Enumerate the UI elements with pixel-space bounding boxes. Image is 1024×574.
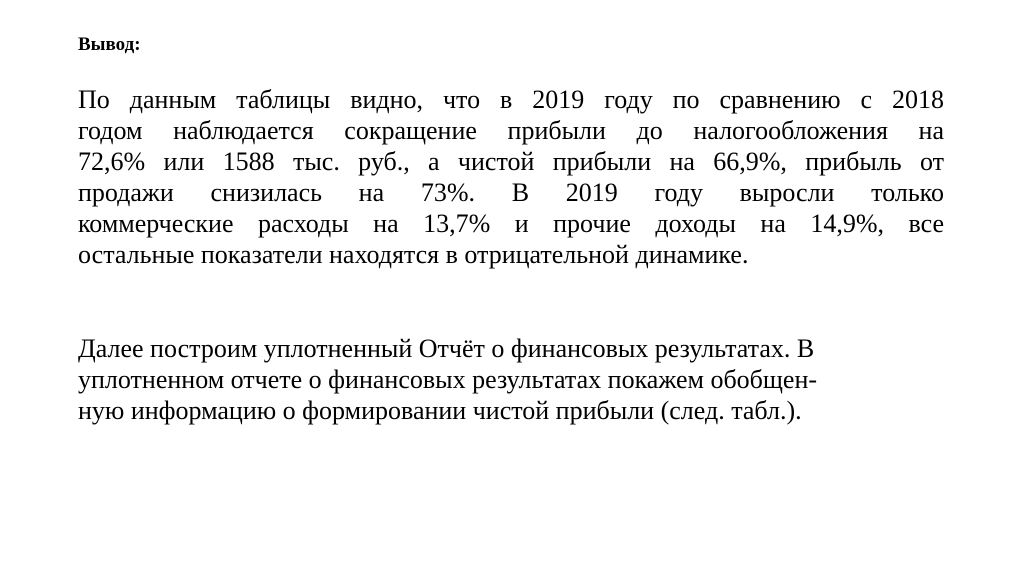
text-line: ную информацию о формировании чистой прибыли (след. табл.). <box>78 396 802 425</box>
text-line: остальные показатели находятся в отрицательной динамике. <box>78 240 749 269</box>
text-line: 72,6% или 1588 тыс. руб., а чистой прибыли на 66,9%, прибыль от <box>78 147 944 176</box>
text-line: годом наблюдается сокращение прибыли до налогообложения на <box>78 116 944 145</box>
conclusion-paragraph <box>78 84 944 270</box>
text-line: продажи снизилась на 73%. В 2019 году выросли только <box>78 178 944 207</box>
text-line: По данным таблицы видно, что в 2019 году по сравнению с 2018 <box>78 85 944 114</box>
text-line: коммерческие расходы на 13,7% и прочие доходы на 14,9%, все <box>78 209 944 238</box>
text-line: уплотненном отчете о финансовых результатах покажем обобщен- <box>78 365 818 394</box>
text-line: Далее построим уплотненный Отчёт о финансовых результатах. В <box>78 334 815 363</box>
next-step-paragraph <box>78 333 944 426</box>
slide-heading: Вывод: <box>78 34 141 55</box>
